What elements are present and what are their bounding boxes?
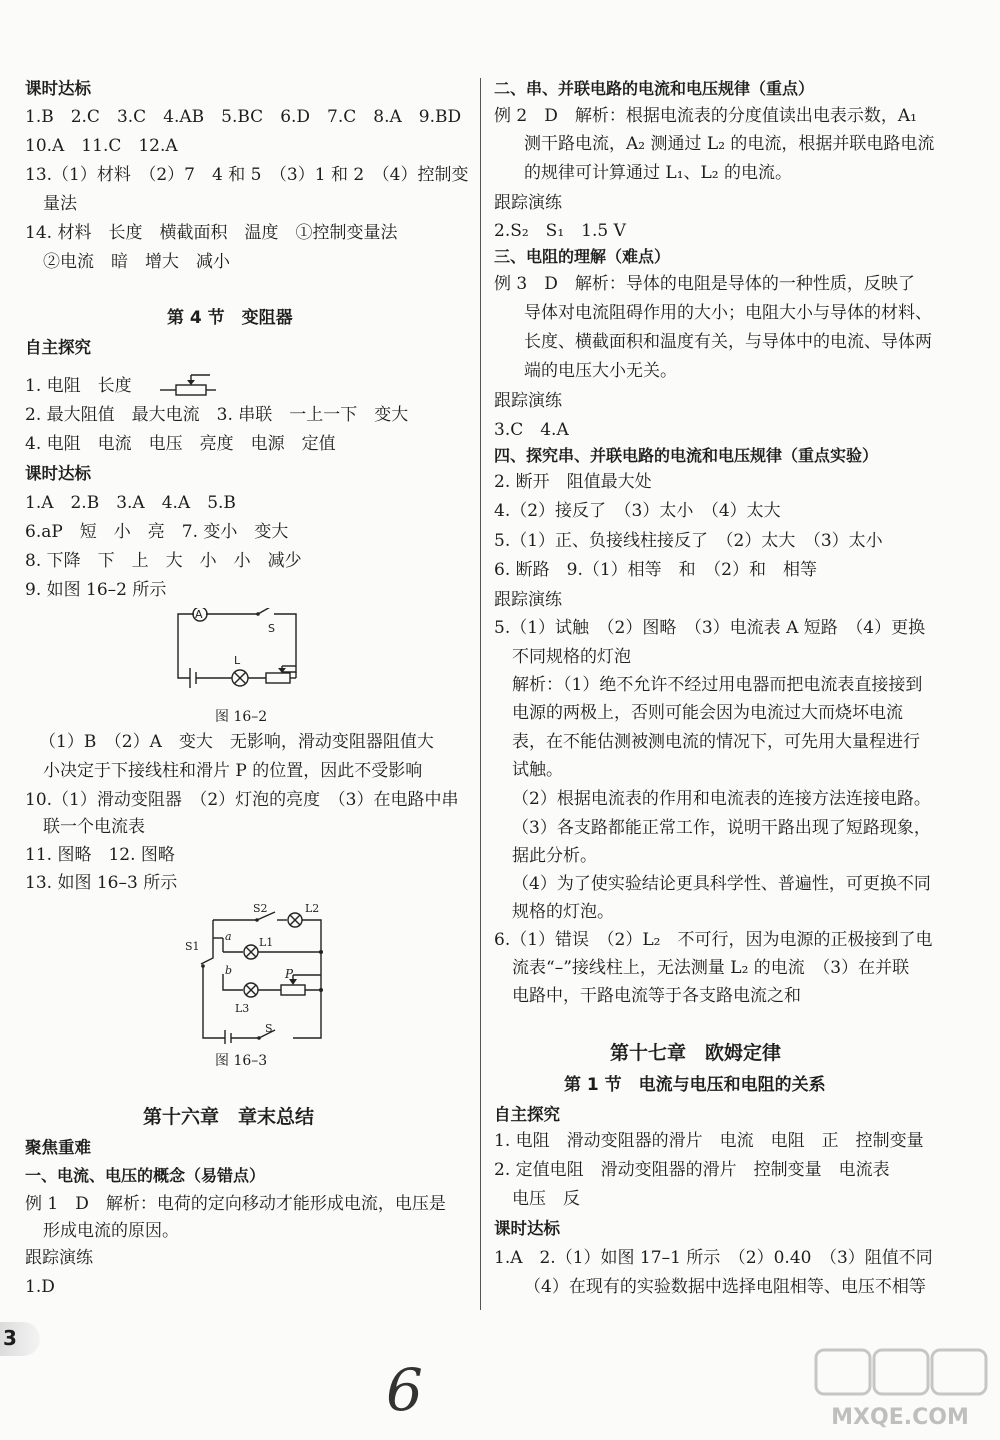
answer-line: 小决定于下接线柱和滑片 P 的位置，因此不受影响 bbox=[43, 761, 423, 781]
answer-line: 电压 反 bbox=[512, 1189, 580, 1209]
s2-label: S2 bbox=[253, 902, 268, 915]
a-label: a bbox=[225, 930, 232, 943]
l1-label: L1 bbox=[259, 936, 274, 949]
circuit-diagram-16-2 bbox=[170, 608, 300, 692]
answer-line: 的规律可计算通过 L₁、L₂ 的电流。 bbox=[524, 163, 793, 183]
answer-line: 形成电流的原因。 bbox=[43, 1221, 179, 1241]
chapter-title: 第十六章 章末总结 bbox=[143, 1106, 315, 1128]
answer-line: 13. 如图 16–3 所示 bbox=[25, 873, 178, 893]
rheostat-symbol-icon bbox=[158, 372, 220, 398]
watermark-text: MXQE.COM bbox=[831, 1405, 969, 1430]
answer-line: 据此分析。 bbox=[512, 846, 597, 866]
s1-label: S1 bbox=[185, 940, 200, 953]
answer-line: 端的电压大小无关。 bbox=[524, 361, 677, 381]
answer-line: 流表“–”接线柱上，无法测量 L₂ 的电流 （3）在并联 bbox=[512, 958, 910, 978]
answer-line: 量法 bbox=[43, 194, 77, 214]
answer-line: 1.A 2.B 3.A 4.A 5.B bbox=[25, 493, 236, 513]
heading-course-standard: 课时达标 bbox=[25, 79, 91, 98]
chapter-title: 第十七章 欧姆定律 bbox=[610, 1042, 782, 1064]
answer-line: 1. 电阻 滑动变阻器的滑片 电流 电阻 正 控制变量 bbox=[494, 1131, 924, 1151]
switch-label: S bbox=[268, 622, 275, 635]
answer-line: 测干路电流，A₂ 测通过 L₂ 的电流，根据并联电路电流 bbox=[524, 134, 935, 154]
answer-line: 5.（1）正、负接线柱接反了 （2）太大 （3）太小 bbox=[494, 531, 883, 551]
handwritten-mark: 6 bbox=[386, 1356, 423, 1424]
answer-line: （2）根据电流表的作用和电流表的连接方法连接电路。 bbox=[512, 789, 931, 809]
answer-line: 表，在不能估测被测电流的情况下，可先用大量程进行 bbox=[512, 732, 920, 752]
answer-line: 电源的两极上，否则可能会因为电流过大而烧坏电流 bbox=[512, 703, 903, 723]
b-label: b bbox=[225, 964, 233, 977]
figure-caption: 图 16–3 bbox=[215, 1053, 268, 1069]
watermark-logo bbox=[808, 1346, 993, 1434]
subheading: 四、探究串、并联电路的电流和电压规律（重点实验） bbox=[494, 446, 879, 465]
answer-line: 1.D bbox=[25, 1277, 55, 1297]
heading-course-standard: 课时达标 bbox=[25, 464, 91, 483]
answer-line: 1.B 2.C 3.C 4.AB 5.BC 6.D 7.C 8.A 9.BD bbox=[25, 107, 462, 127]
p-label: P bbox=[285, 967, 294, 981]
answer-line: 6.（1）错误 （2）L₂ 不可行，因为电源的正极接到了电 bbox=[494, 930, 933, 950]
answer-line: 5.（1）试触 （2）图略 （3）电流表 A 短路 （4）更换 bbox=[494, 618, 926, 638]
answer-line: 电路中，干路电流等于各支路电流之和 bbox=[512, 986, 801, 1006]
answer-line: 不同规格的灯泡 bbox=[512, 647, 631, 667]
answer-line: 试触。 bbox=[512, 760, 563, 780]
answer-line: 例 2 D 解析：根据电流表的分度值读出电表示数，A₁ bbox=[494, 106, 917, 126]
answer-line: （4）在现有的实验数据中选择电阻相等、电压不相等 bbox=[524, 1277, 926, 1297]
figure-caption: 图 16–2 bbox=[215, 709, 268, 725]
answer-line: 3.C 4.A bbox=[494, 420, 569, 440]
answer-line: 9. 如图 16–2 所示 bbox=[25, 580, 167, 600]
column-divider bbox=[480, 78, 481, 1310]
answer-line: 13.（1）材料 （2）7 4 和 5 （3）1 和 2 （4）控制变 bbox=[25, 165, 469, 185]
answer-line: 例 1 D 解析：电荷的定向移动才能形成电流，电压是 bbox=[25, 1194, 446, 1214]
heading-follow-up: 跟踪演练 bbox=[494, 193, 562, 213]
answer-line: 10.（1）滑动变阻器 （2）灯泡的亮度 （3）在电路中串 bbox=[25, 790, 459, 810]
heading-self-explore: 自主探究 bbox=[494, 1105, 560, 1124]
circuit-diagram-16-3 bbox=[173, 898, 333, 1044]
answer-line: 4. 电阻 电流 电压 亮度 电源 定值 bbox=[25, 434, 336, 454]
answer-line: 14. 材料 长度 横截面积 温度 ①控制变量法 bbox=[25, 223, 398, 243]
answer-line: （1）B （2）A 变大 无影响，滑动变阻器阻值大 bbox=[39, 732, 434, 752]
heading-follow-up: 跟踪演练 bbox=[494, 590, 562, 610]
answer-line: 例 3 D 解析：导体的电阻是导体的一种性质，反映了 bbox=[494, 274, 915, 294]
l3-label: L3 bbox=[235, 1002, 250, 1015]
answer-line: 2.S₂ S₁ 1.5 V bbox=[494, 221, 626, 241]
answer-line: 6.aP 短 小 亮 7. 变小 变大 bbox=[25, 522, 289, 542]
answer-line: 4.（2）接反了 （3）太小 （4）太大 bbox=[494, 501, 781, 521]
answer-line: 长度、横截面积和温度有关，与导体中的电流、导体两 bbox=[524, 332, 932, 352]
answer-line: 8. 下降 下 上 大 小 小 减少 bbox=[25, 551, 302, 571]
answer-line: 联一个电流表 bbox=[43, 817, 145, 837]
answer-line: ②电流 暗 增大 减小 bbox=[43, 252, 230, 272]
answer-line: 1. 电阻 长度 bbox=[25, 376, 132, 396]
answer-line: 导体对电流阻碍作用的大小；电阻大小与导体的材料、 bbox=[524, 303, 932, 323]
section-title: 第 4 节 变阻器 bbox=[167, 308, 293, 328]
l2-label: L2 bbox=[305, 902, 320, 915]
answer-line: （4）为了使实验结论更具科学性、普遍性，可更换不同 bbox=[512, 874, 931, 894]
answer-line: 2. 定值电阻 滑动变阻器的滑片 控制变量 电流表 bbox=[494, 1160, 890, 1180]
answer-line: 2. 最大阻值 最大电流 3. 串联 一上一下 变大 bbox=[25, 405, 409, 425]
answer-line: 1.A 2.（1）如图 17–1 所示 （2）0.40 （3）阻值不同 bbox=[494, 1248, 933, 1268]
heading-follow-up: 跟踪演练 bbox=[25, 1248, 93, 1268]
answer-line: 解析：（1）绝不允许不经过用电器而把电流表直接接到 bbox=[512, 675, 923, 695]
answer-line: 规格的灯泡。 bbox=[512, 902, 614, 922]
answer-line: 11. 图略 12. 图略 bbox=[25, 845, 175, 865]
heading-self-explore: 自主探究 bbox=[25, 338, 91, 357]
s-label: S bbox=[265, 1022, 273, 1035]
lamp-label: L bbox=[234, 654, 241, 667]
answer-line: 10.A 11.C 12.A bbox=[25, 136, 178, 156]
heading-focus: 聚焦重难 bbox=[25, 1138, 91, 1157]
subheading: 三、电阻的理解（难点） bbox=[494, 247, 671, 266]
heading-follow-up: 跟踪演练 bbox=[494, 391, 562, 411]
answer-line: 2. 断开 阻值最大处 bbox=[494, 472, 652, 492]
answer-line: （3）各支路都能正常工作，说明干路出现了短路现象， bbox=[512, 818, 931, 838]
subheading: 一、电流、电压的概念（易错点） bbox=[25, 1166, 266, 1185]
subheading: 二、串、并联电路的电流和电压规律（重点） bbox=[494, 79, 815, 98]
answer-line: 6. 断路 9.（1）相等 和 （2）和 相等 bbox=[494, 560, 817, 580]
section-title: 第 1 节 电流与电压和电阻的关系 bbox=[564, 1075, 826, 1095]
ammeter-label: A bbox=[195, 608, 203, 621]
heading-course-standard: 课时达标 bbox=[494, 1219, 560, 1238]
page-number: 3 bbox=[3, 1326, 17, 1350]
